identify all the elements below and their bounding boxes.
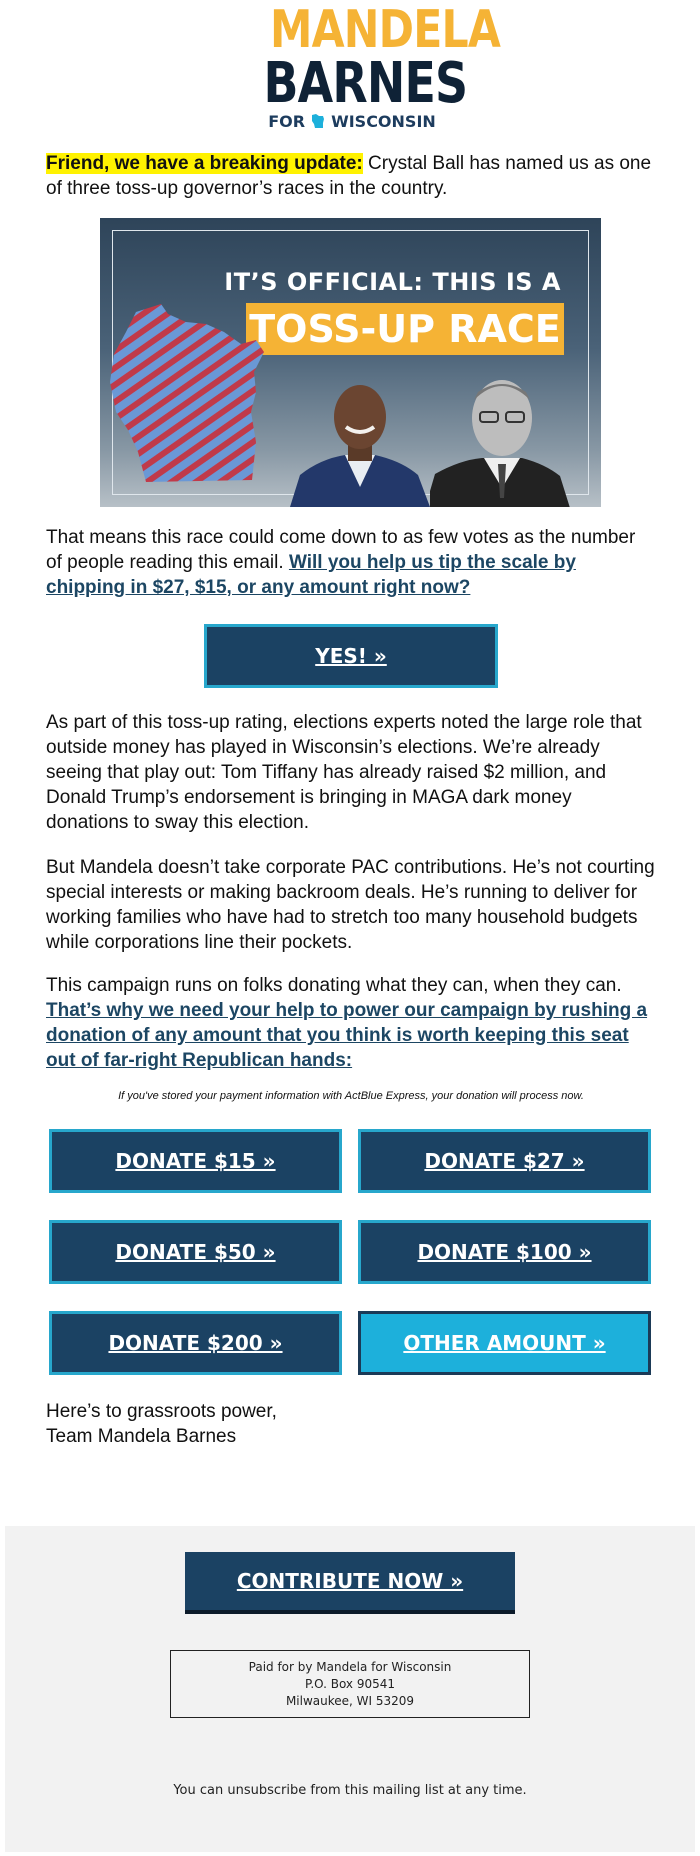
signoff-line2: Team Mandela Barnes xyxy=(46,1426,237,1447)
donate-15-button[interactable]: DONATE $15 » xyxy=(49,1129,342,1193)
donate-50-button[interactable]: DONATE $50 » xyxy=(49,1220,342,1284)
signoff-line1: Here’s to grassroots power, xyxy=(46,1401,277,1422)
intro-text: Crystal Ball has named us as one of three toss-up governor’s races in the country. xyxy=(46,153,652,199)
intro-paragraph xyxy=(46,151,656,201)
chip-in-link[interactable]: Will you help us tip the scale by chipping in $27, $15, or any amount right now? xyxy=(46,552,576,598)
logo-subline xyxy=(262,110,442,132)
opponent-photo xyxy=(430,378,570,507)
ask-text: That means this race could come down to as few votes as the number of people reading this email. xyxy=(46,527,636,573)
po-box-line: P.O. Box 90541 xyxy=(304,1677,396,1691)
ask-paragraph xyxy=(46,525,656,600)
paid-for-box xyxy=(170,1650,530,1718)
wisconsin-map-icon xyxy=(106,302,286,492)
logo-barnes: BARNES xyxy=(263,51,468,116)
logo-state: WISCONSIN xyxy=(331,111,436,131)
banner-badge-text: TOSS-UP RACE xyxy=(249,307,561,351)
breaking-update-highlight: Friend, we have a breaking update: xyxy=(46,153,363,174)
logo-for: FOR xyxy=(268,111,306,131)
donate-100-button[interactable]: DONATE $100 » xyxy=(358,1220,651,1284)
unsubscribe-text[interactable]: You can unsubscribe from this mailing list at any time. xyxy=(173,1783,527,1798)
other-amount-button[interactable]: OTHER AMOUNT » xyxy=(358,1311,651,1375)
toss-up-race-banner[interactable] xyxy=(100,218,601,507)
donation-text: This campaign runs on folks donating what they can, when they can. xyxy=(46,975,622,996)
actblue-note: If you've stored your payment information with ActBlue Express, your donation will process now. xyxy=(118,1090,584,1102)
yes-button[interactable]: YES! » xyxy=(204,624,498,688)
donate-200-button[interactable]: DONATE $200 » xyxy=(49,1311,342,1375)
wisconsin-state-icon xyxy=(311,113,325,129)
outside-money-paragraph: As part of this toss-up rating, elections experts noted the large role that outside money has played in Wisconsin’s elections. We’re already seeing that play out: Tom Tiffany has already raised $2 million, and Donald Trump’s endorsement is bringing in MAGA dark money donations to sway this election. xyxy=(46,712,642,833)
logo-mandela: MANDELA xyxy=(270,0,501,60)
no-pac-paragraph: But Mandela doesn’t take corporate PAC contributions. He’s not courting special interests or making backroom deals. He’s running to deliver for working families who have had to stretch too many household budgets while corporations line their pockets. xyxy=(46,857,655,953)
banner-headline: IT’S OFFICIAL: THIS IS A xyxy=(224,268,561,296)
paid-for-line: Paid for by Mandela for Wisconsin xyxy=(248,1660,452,1674)
city-line: Milwaukee, WI 53209 xyxy=(285,1694,415,1708)
donate-27-button[interactable]: DONATE $27 » xyxy=(358,1129,651,1193)
contribute-now-button[interactable]: CONTRIBUTE NOW » xyxy=(185,1552,515,1614)
donation-paragraph xyxy=(46,973,656,1073)
signoff xyxy=(46,1399,656,1449)
donation-link[interactable]: That’s why we need your help to power our campaign by rushing a donation of any amount that you think is worth keeping this seat out of far-right Republican hands: xyxy=(46,1000,648,1071)
candidate-photo xyxy=(290,383,430,507)
